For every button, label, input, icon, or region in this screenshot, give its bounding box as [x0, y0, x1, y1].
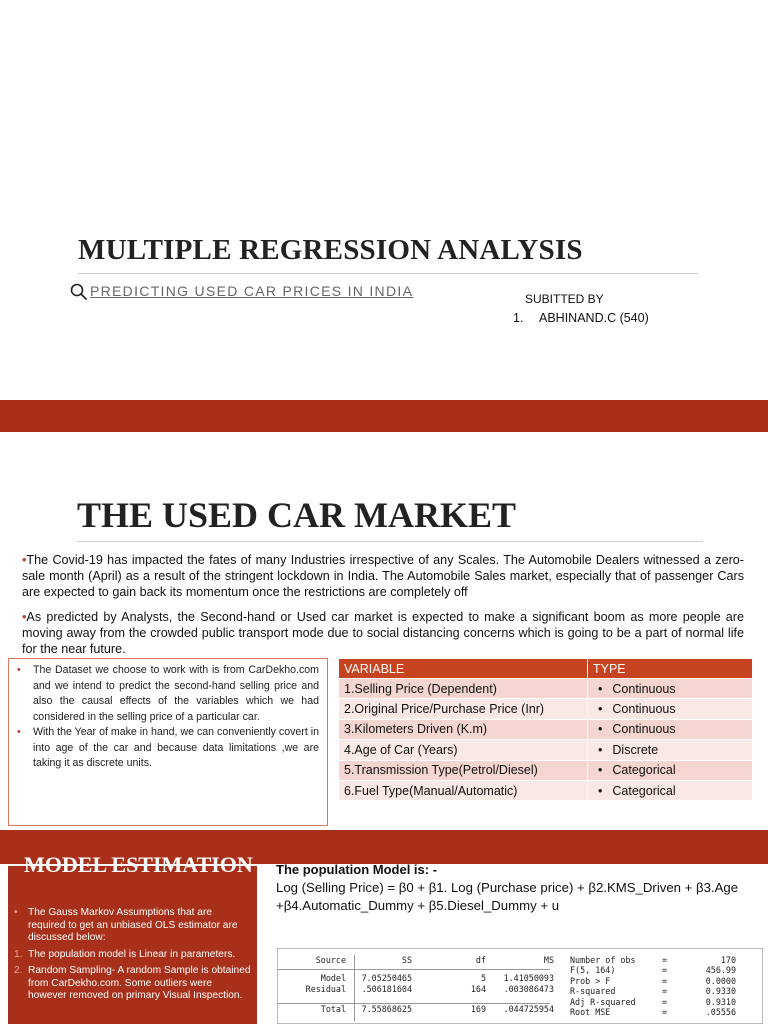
regression-output [277, 948, 763, 1024]
table-row: 3.Kilometers Driven (K.m) • Continuous [339, 719, 752, 739]
table-row: 5.Transmission Type(Petrol/Diesel) • Categorical [339, 760, 752, 780]
paragraph-covid: •The Covid-19 has impacted the fates of many Industries irrespective of any Scales. The Automobile Dealers witnessed a zero-sale month (April) as a result of the stringent lockdown in India. The Automobile Sales market, especially that of passenger Cars are expected to gain back its momentum once the restrictions are completely off [22, 553, 744, 599]
table-rule [354, 955, 355, 1021]
table-row: Residual .506181604 164 .003086473 [305, 983, 554, 994]
table-row: Adj R-squared = 0.9310 [570, 996, 736, 1007]
table-rule [278, 1003, 550, 1004]
table-row: F(5, 164) = 456.99 [570, 965, 736, 976]
slide-divider-band [0, 400, 768, 432]
population-model-heading: The population Model is: - [276, 862, 438, 877]
slide1-title: MULTIPLE REGRESSION ANALYSIS [78, 234, 583, 266]
search-icon [70, 283, 88, 301]
table-row: Root MSE = .05556 [570, 1007, 736, 1018]
table-row: 4.Age of Car (Years) • Discrete [339, 740, 752, 760]
title-divider [77, 541, 703, 542]
table-row: Total 7.55868625 169 .044725954 [320, 1004, 554, 1015]
model-estimation-panel [8, 852, 257, 1024]
header-variable: VARIABLE [339, 659, 588, 679]
list-item: 1. The population model is Linear in parameters. [14, 948, 236, 960]
model-estimation-title: MODEL ESTIMATION [24, 852, 253, 877]
table-row: Prob > F = 0.0000 [570, 975, 736, 986]
table-row: R-squared = 0.9330 [570, 986, 736, 997]
paragraph-analysts: •As predicted by Analysts, the Second-hand or Used car market is expected to make a significant boom as more people are moving away from the crowded public transport mode due to social distancing concerns which is going to be a part of normal life for the near future. [22, 610, 744, 656]
table-row: 1.Selling Price (Dependent) • Continuous [339, 679, 752, 699]
slide2-title: THE USED CAR MARKET [77, 495, 517, 535]
table-row: 6.Fuel Type(Manual/Automatic) • Categorical [339, 780, 752, 800]
variable-table [339, 659, 752, 800]
table-row: Model 7.05250465 5 1.41050093 [320, 973, 554, 984]
dataset-info-box [8, 658, 328, 826]
title-divider [78, 273, 698, 274]
population-model-equation: Log (Selling Price) = β0 + β1. Log (Purchase price) + β2.KMS_Driven + β3.Age +β4.Automatic_Dummy + β5.Diesel_Dummy + u [276, 880, 739, 913]
anova-table [278, 955, 556, 1015]
list-item: • With the Year of make in hand, we can conveniently covert in into age of the car and because data limitations ,we are taking it as discrete units. [33, 725, 319, 772]
submitted-by-label: SUBITTED BY [525, 292, 604, 306]
table-row: Number of obs = 170 [570, 955, 736, 965]
slide1-subtitle: PREDICTING USED CAR PRICES IN INDIA [90, 283, 414, 299]
author-name: ABHINAND.C (540) [539, 311, 649, 325]
table-rule [278, 969, 550, 970]
table-row: Source SS df MS [315, 955, 554, 965]
author-number: 1. [513, 311, 524, 325]
list-item: 2. Random Sampling- A random Sample is obtained from CarDekho.com. Some outliers were however removed on primary Visual Inspection. [14, 965, 251, 1001]
header-type: TYPE [588, 659, 753, 679]
author-entry [513, 311, 649, 325]
table-row: 2.Original Price/Purchase Price (Inr) • Continuous [339, 699, 752, 719]
fit-statistics [568, 955, 738, 1017]
list-item: • The Dataset we choose to work with is from CarDekho.com and we intend to predict the second-hand selling price and also the causal effects of the variables which we had considered in the selling price of a particular car. [33, 663, 319, 725]
list-item: • The Gauss Markov Assumptions that are required to get an unbiased OLS estimator are discussed below: [14, 907, 238, 943]
